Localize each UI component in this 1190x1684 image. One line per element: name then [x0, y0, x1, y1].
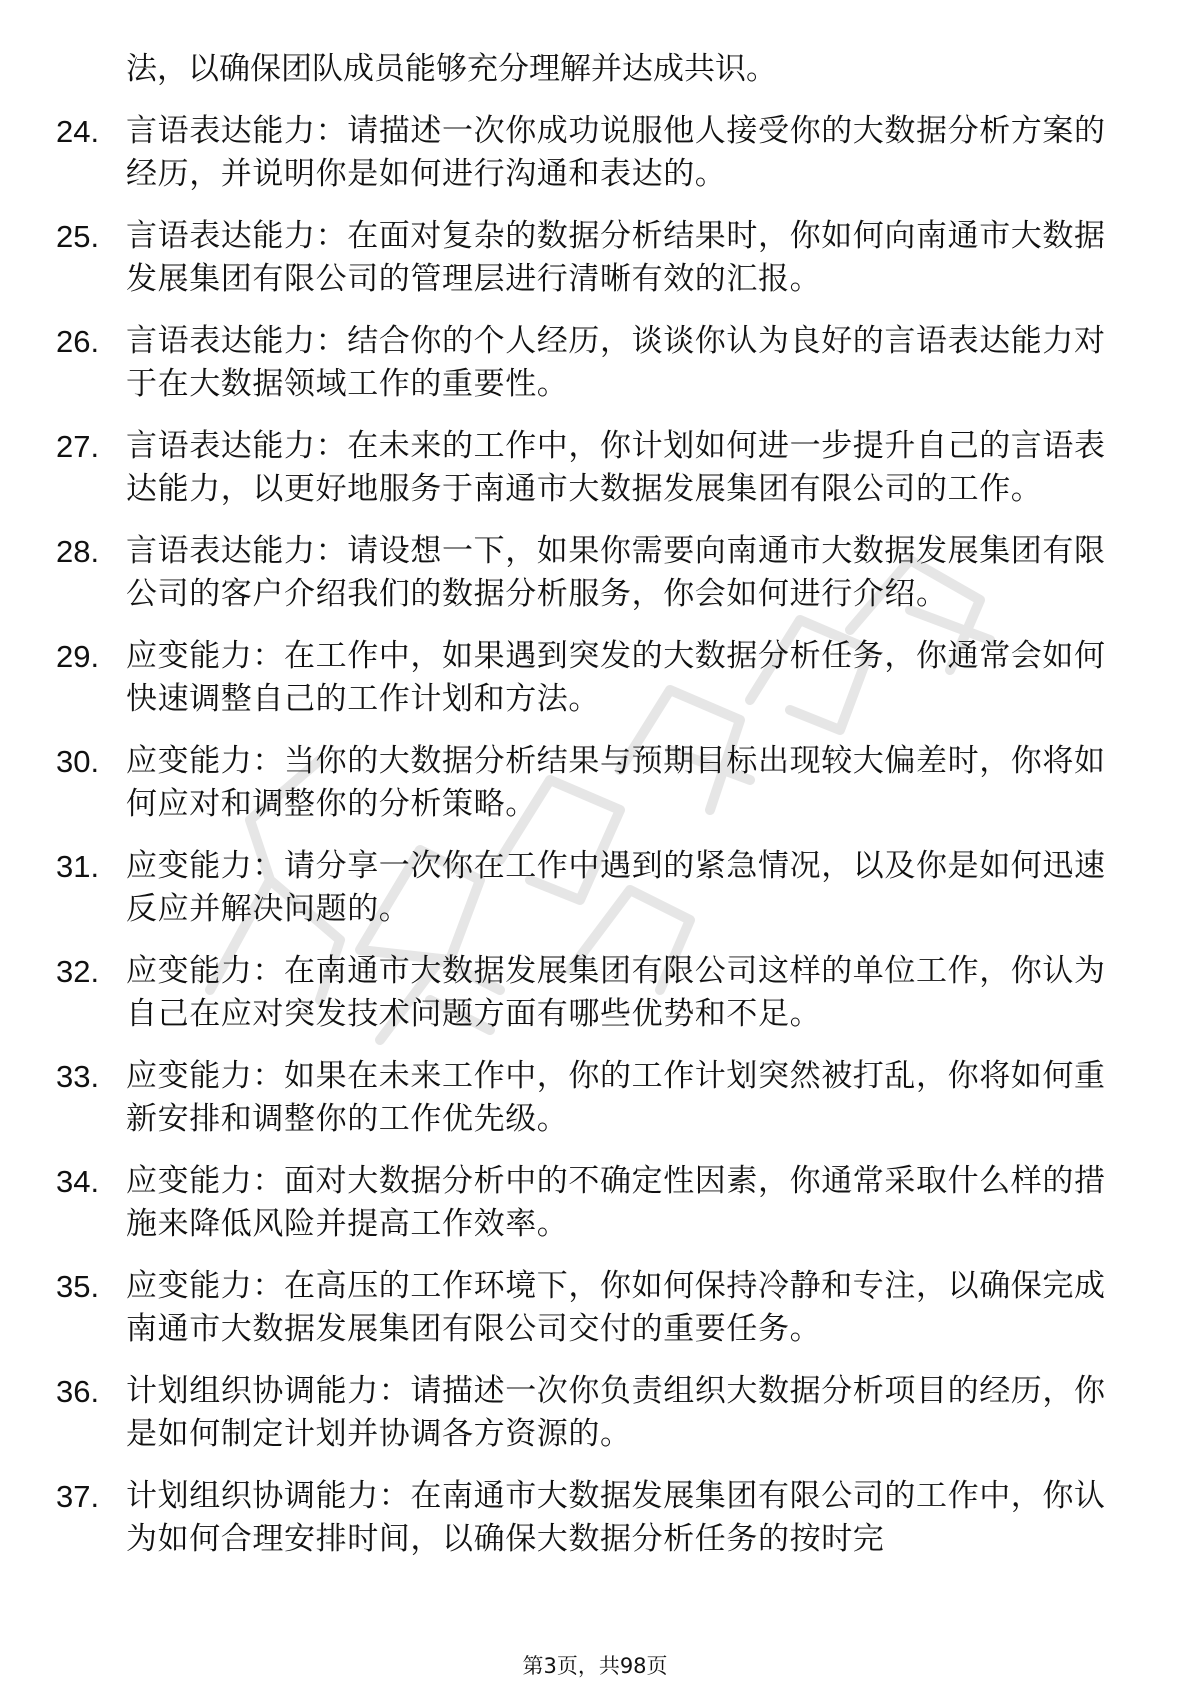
question-list [56, 48, 1116, 1580]
item-text: 应变能力：面对大数据分析中的不确定性因素，你通常采取什么样的措施来降低风险并提高工作效率。 [126, 1163, 1106, 1242]
item-number: 24. [56, 114, 100, 149]
item-number: 33. [56, 1059, 100, 1094]
list-item [56, 635, 1116, 721]
item-number: 26. [56, 324, 100, 359]
list-item [56, 950, 1116, 1036]
item-text: 计划组织协调能力：在南通市大数据发展集团有限公司的工作中，你认为如何合理安排时间，以确保大数据分析任务的按时完 [126, 1478, 1106, 1557]
item-number: 36. [56, 1374, 100, 1409]
list-item [56, 110, 1116, 196]
item-text: 言语表达能力：请设想一下，如果你需要向南通市大数据发展集团有限公司的客户介绍我们的数据分析服务，你会如何进行介绍。 [126, 533, 1106, 612]
item-number: 31. [56, 849, 100, 884]
item-number: 28. [56, 534, 100, 569]
list-item [56, 425, 1116, 511]
item-number: 32. [56, 954, 100, 989]
item-number: 34. [56, 1164, 100, 1199]
item-text: 言语表达能力：请描述一次你成功说服他人接受你的大数据分析方案的经历，并说明你是如何进行沟通和表达的。 [126, 113, 1106, 192]
item-text: 计划组织协调能力：请描述一次你负责组织大数据分析项目的经历，你是如何制定计划并协调各方资源的。 [126, 1373, 1106, 1452]
item-text: 应变能力：当你的大数据分析结果与预期目标出现较大偏差时，你将如何应对和调整你的分析策略。 [126, 743, 1106, 822]
item-text: 应变能力：请分享一次你在工作中遇到的紧急情况，以及你是如何迅速反应并解决问题的。 [126, 848, 1106, 927]
page-number: 第3页，共98页 [522, 1654, 668, 1678]
item-number: 30. [56, 744, 100, 779]
continued-text: 法，以确保团队成员能够充分理解并达成共识。 [126, 51, 777, 87]
item-number: 25. [56, 219, 100, 254]
list-item [56, 1160, 1116, 1246]
list-item [56, 1475, 1116, 1561]
list-item [56, 1055, 1116, 1141]
item-text: 应变能力：如果在未来工作中，你的工作计划突然被打乱，你将如何重新安排和调整你的工作优先级。 [126, 1058, 1106, 1137]
list-item [56, 740, 1116, 826]
list-item [56, 1370, 1116, 1456]
list-item [56, 845, 1116, 931]
item-text: 言语表达能力：在面对复杂的数据分析结果时，你如何向南通市大数据发展集团有限公司的管理层进行清晰有效的汇报。 [126, 218, 1106, 297]
list-item [56, 215, 1116, 301]
item-number: 37. [56, 1479, 100, 1514]
item-text: 言语表达能力：结合你的个人经历，谈谈你认为良好的言语表达能力对于在大数据领域工作的重要性。 [126, 323, 1106, 402]
item-number: 29. [56, 639, 100, 674]
item-text: 应变能力：在南通市大数据发展集团有限公司这样的单位工作，你认为自己在应对突发技术问题方面有哪些优势和不足。 [126, 953, 1106, 1032]
item-number: 35. [56, 1269, 100, 1304]
item-text: 应变能力：在工作中，如果遇到突发的大数据分析任务，你通常会如何快速调整自己的工作计划和方法。 [126, 638, 1106, 717]
item-text: 应变能力：在高压的工作环境下，你如何保持冷静和专注，以确保完成南通市大数据发展集团有限公司交付的重要任务。 [126, 1268, 1106, 1347]
list-item [56, 530, 1116, 616]
item-number: 27. [56, 429, 100, 464]
list-item [56, 1265, 1116, 1351]
item-text: 言语表达能力：在未来的工作中，你计划如何进一步提升自己的言语表达能力，以更好地服务于南通市大数据发展集团有限公司的工作。 [126, 428, 1106, 507]
list-item [56, 320, 1116, 406]
